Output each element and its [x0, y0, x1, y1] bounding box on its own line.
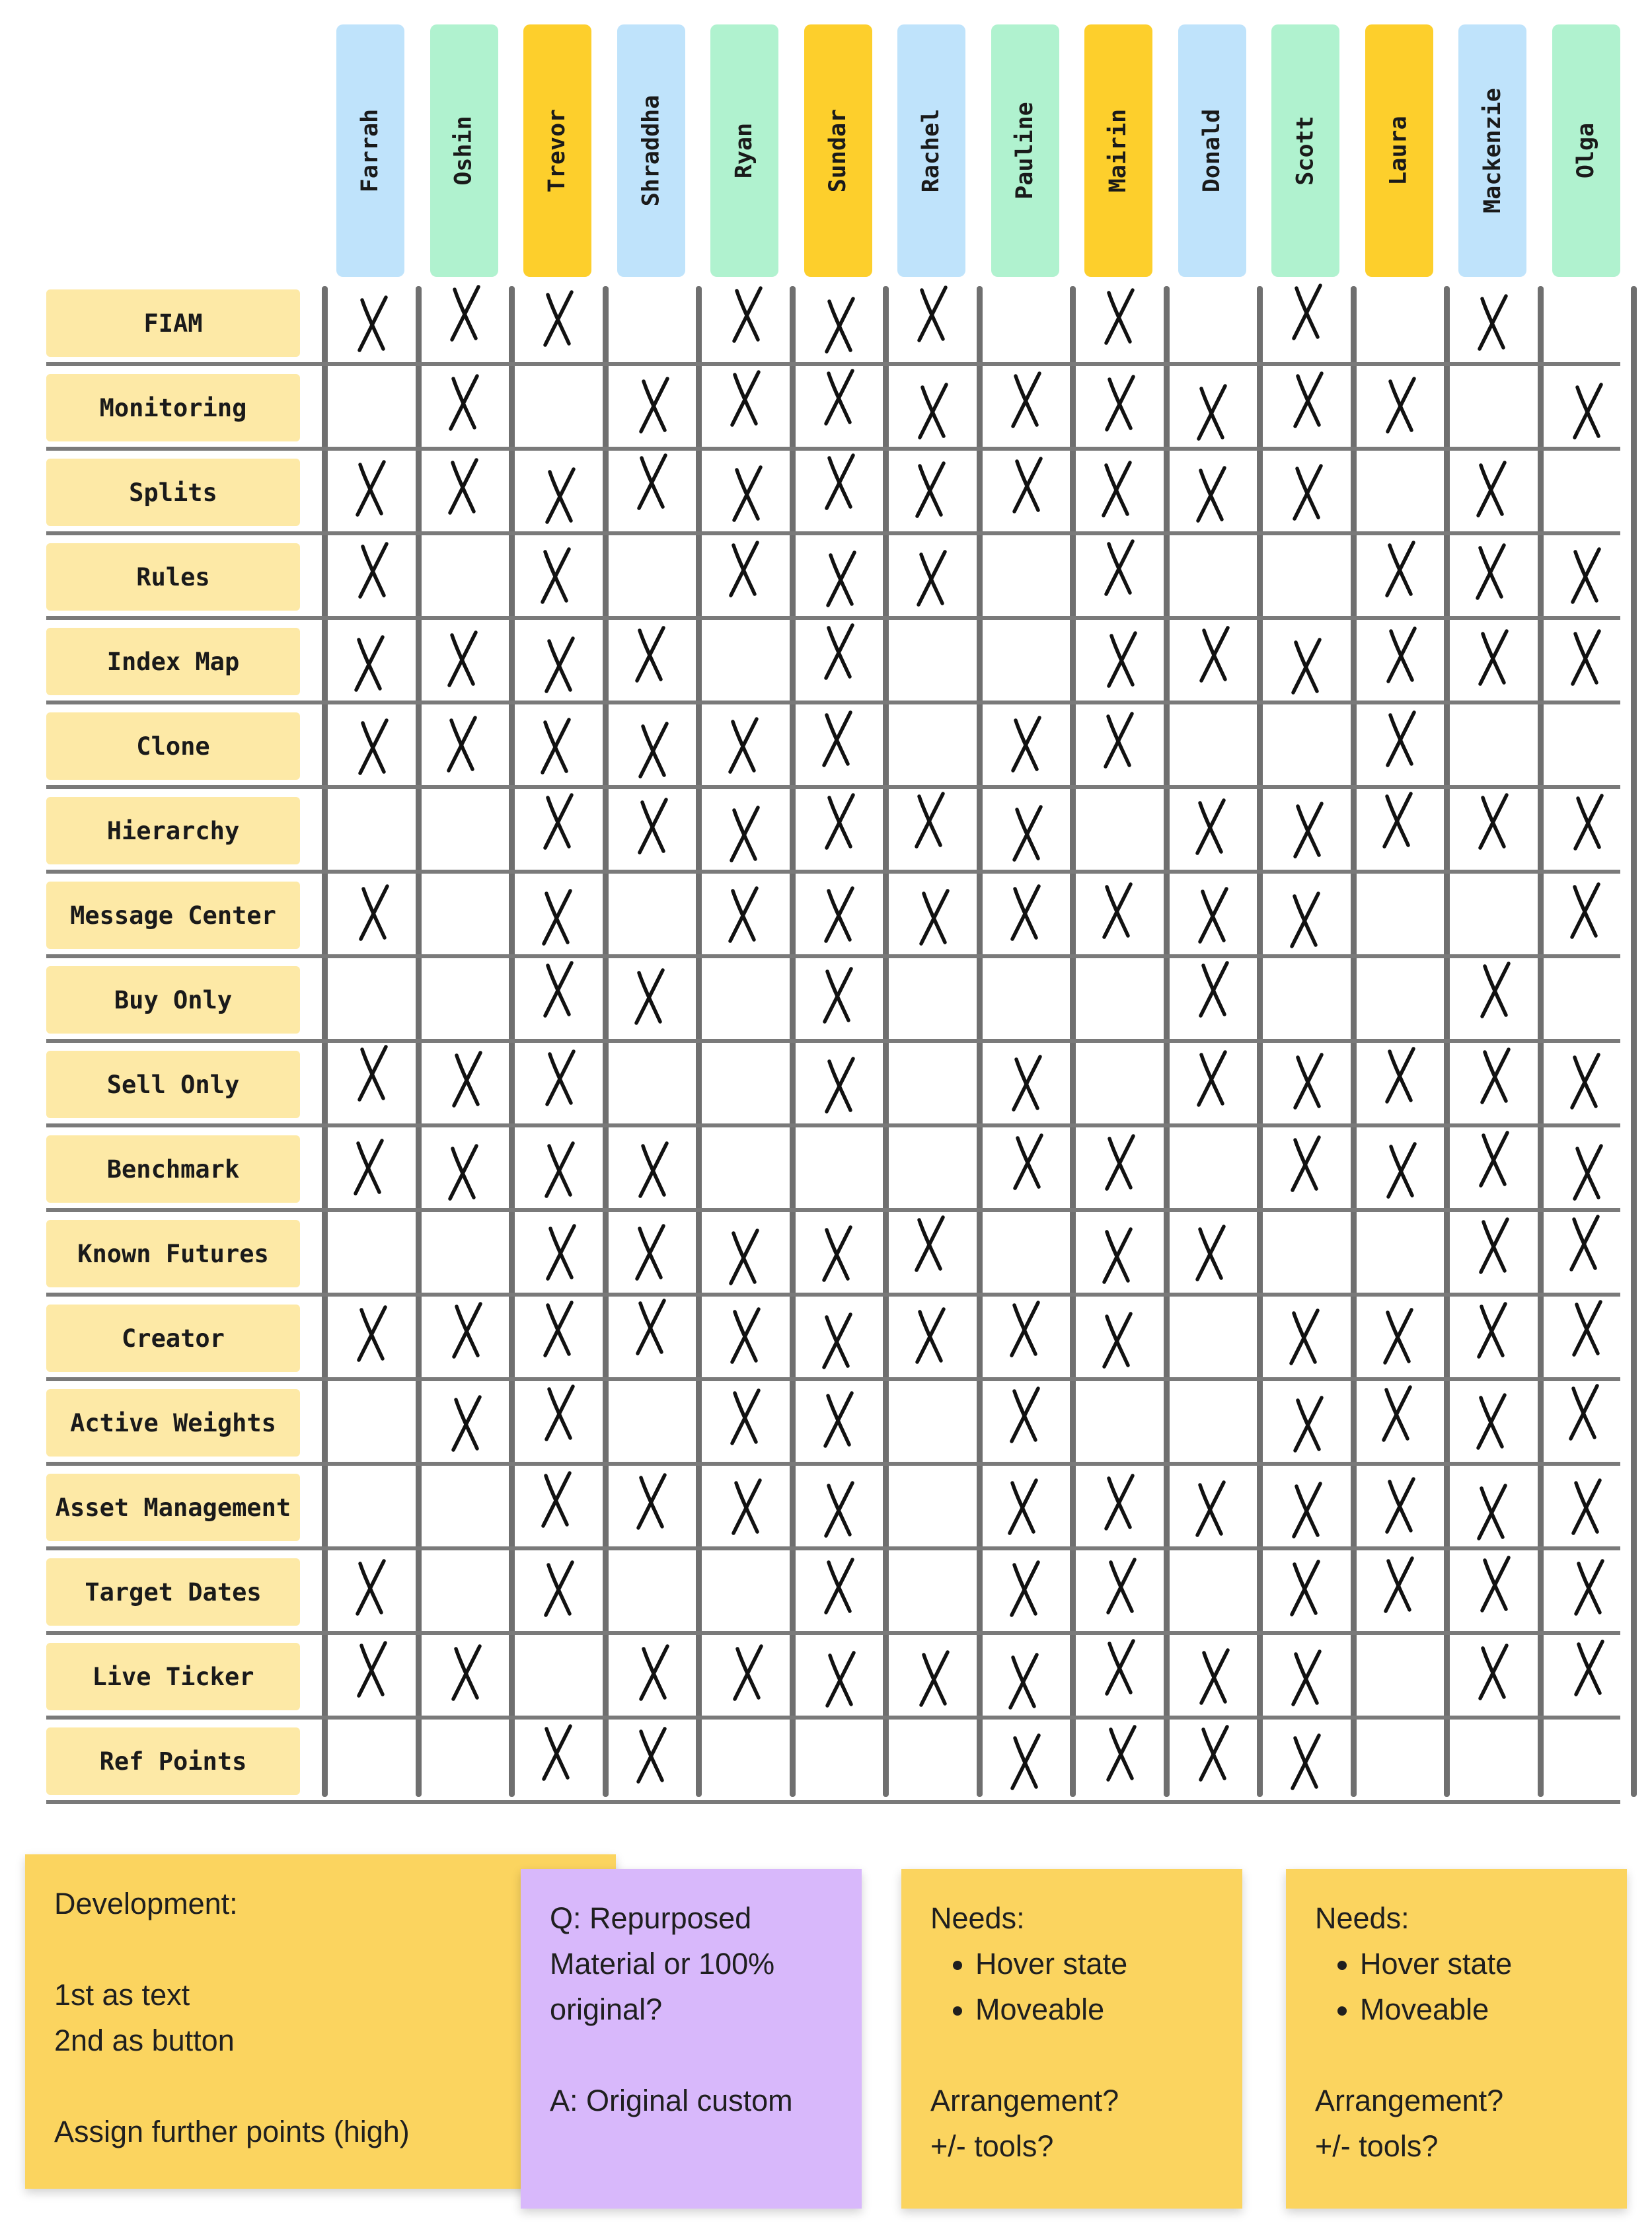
feature-label[interactable]: Splits: [46, 459, 300, 526]
checkmark-x-icon[interactable]: [1472, 1300, 1512, 1361]
grid-horizontal-line: [46, 701, 1620, 704]
checkmark-x-icon[interactable]: [1569, 1638, 1609, 1698]
checkmark-x-icon[interactable]: [1100, 1472, 1139, 1533]
checkmark-x-icon[interactable]: [1191, 1478, 1230, 1539]
checkmark-x-icon[interactable]: [726, 1305, 765, 1366]
checkmark-x-icon[interactable]: [537, 887, 577, 948]
feature-label[interactable]: Monitoring: [46, 374, 300, 441]
checkmark-x-icon[interactable]: [1474, 791, 1513, 852]
sticky-note-needs[interactable]: [901, 1869, 1242, 2209]
grid-horizontal-line: [46, 1208, 1620, 1212]
checkmark-x-icon[interactable]: [354, 716, 393, 777]
checkmark-x-icon[interactable]: [443, 628, 482, 689]
checkmark-x-icon[interactable]: [1005, 1384, 1045, 1445]
person-tag-trevor[interactable]: [523, 24, 591, 277]
needs-list: [930, 1941, 1242, 2032]
person-name: Pauline: [1012, 102, 1039, 200]
feature-label[interactable]: Ref Points: [46, 1727, 300, 1795]
checkmark-x-icon[interactable]: [1285, 1558, 1325, 1618]
grid-horizontal-line: [46, 1716, 1620, 1720]
grid-horizontal-line: [46, 1800, 1620, 1804]
grid-horizontal-line: [46, 616, 1620, 620]
checkmark-x-icon[interactable]: [1287, 636, 1326, 697]
checkmark-x-icon[interactable]: [1099, 710, 1139, 771]
checkmark-x-icon[interactable]: [539, 791, 578, 852]
checkmark-x-icon[interactable]: [444, 372, 484, 433]
note-line: Assign further points (high): [54, 2115, 410, 2148]
checkmark-x-icon[interactable]: [819, 621, 859, 682]
checkmark-x-icon[interactable]: [1476, 960, 1515, 1020]
feature-label[interactable]: Index Map: [46, 628, 300, 695]
checkmark-x-icon[interactable]: [1289, 1051, 1328, 1112]
checkmark-x-icon[interactable]: [1474, 1129, 1514, 1190]
checkmark-x-icon[interactable]: [1195, 1646, 1234, 1707]
person-tag-mackenzie[interactable]: [1458, 24, 1526, 277]
checkmark-x-icon[interactable]: [1474, 627, 1513, 688]
checkmark-x-icon[interactable]: [820, 1055, 860, 1116]
grid-horizontal-line: [46, 954, 1620, 958]
checkmark-x-icon[interactable]: [818, 965, 858, 1026]
checkmark-x-icon[interactable]: [1195, 624, 1234, 685]
checkmark-x-icon[interactable]: [537, 1722, 577, 1783]
feature-label[interactable]: Sell Only: [46, 1051, 300, 1118]
checkmark-x-icon[interactable]: [443, 456, 483, 517]
checkmark-x-icon[interactable]: [1564, 1382, 1604, 1443]
checkmark-x-icon[interactable]: [819, 367, 859, 428]
grid-horizontal-line: [46, 1377, 1620, 1381]
checkmark-x-icon[interactable]: [1380, 539, 1420, 599]
checkmark-x-icon[interactable]: [352, 1303, 392, 1364]
grid-horizontal-line: [46, 447, 1620, 451]
checkmark-x-icon[interactable]: [915, 1648, 954, 1709]
checkmark-x-icon[interactable]: [728, 463, 767, 524]
checkmark-x-icon[interactable]: [1005, 1558, 1045, 1619]
feature-label[interactable]: Asset Management: [46, 1474, 300, 1541]
checkmark-x-icon[interactable]: [1004, 1651, 1043, 1712]
person-name: Donald: [1199, 108, 1225, 193]
checkmark-x-icon[interactable]: [1569, 792, 1608, 852]
checkmark-x-icon[interactable]: [1567, 1476, 1606, 1537]
checkmark-x-icon[interactable]: [1194, 959, 1234, 1020]
checkmark-x-icon[interactable]: [447, 1642, 486, 1703]
checkmark-x-icon[interactable]: [1378, 790, 1417, 851]
checkmark-x-icon[interactable]: [817, 1310, 857, 1371]
checkmark-x-icon[interactable]: [540, 634, 580, 695]
checkmark-x-icon[interactable]: [1289, 369, 1328, 430]
checkmark-x-icon[interactable]: [634, 720, 673, 780]
feature-label[interactable]: Live Ticker: [46, 1643, 300, 1710]
checkmark-x-icon[interactable]: [541, 1222, 581, 1283]
note-line: +/- tools?: [930, 2129, 1054, 2163]
checkmark-x-icon[interactable]: [1472, 1391, 1511, 1452]
person-tag-ryan[interactable]: [710, 24, 778, 277]
checkmark-x-icon[interactable]: [1567, 1298, 1607, 1359]
checkmark-x-icon[interactable]: [1378, 1306, 1418, 1367]
person-tag-farrah[interactable]: [336, 24, 404, 277]
person-tag-mairin[interactable]: [1084, 24, 1152, 277]
checkmark-x-icon[interactable]: [1006, 882, 1045, 943]
checkmark-x-icon[interactable]: [911, 1305, 950, 1366]
checkmark-x-icon[interactable]: [541, 465, 580, 526]
checkmark-x-icon[interactable]: [1379, 1554, 1419, 1615]
checkmark-x-icon[interactable]: [1287, 282, 1327, 342]
person-tag-scott[interactable]: [1271, 24, 1339, 277]
checkmark-x-icon[interactable]: [1008, 803, 1047, 864]
checkmark-x-icon[interactable]: [353, 293, 393, 354]
person-tag-sundar[interactable]: [804, 24, 872, 277]
checkmark-x-icon[interactable]: [1098, 1225, 1137, 1286]
note-line: Arrangement?: [1315, 2084, 1504, 2117]
feature-label[interactable]: Benchmark: [46, 1135, 300, 1203]
person-name: Oshin: [451, 116, 478, 186]
checkmark-x-icon[interactable]: [1008, 455, 1047, 515]
checkmark-x-icon[interactable]: [353, 1043, 393, 1104]
checkmark-x-icon[interactable]: [1100, 286, 1139, 347]
checkmark-x-icon[interactable]: [1569, 1557, 1609, 1618]
grid-horizontal-line: [46, 362, 1620, 366]
grid-horizontal-line: [46, 1462, 1620, 1466]
checkmark-x-icon[interactable]: [1008, 1131, 1048, 1192]
list-item: • Moveable: [975, 1987, 1242, 2032]
list-item: • Moveable: [1360, 1987, 1627, 2032]
checkmark-x-icon[interactable]: [541, 1047, 580, 1108]
checkmark-x-icon[interactable]: [354, 540, 393, 601]
checkmark-x-icon[interactable]: [540, 1139, 580, 1200]
checkmark-x-icon[interactable]: [821, 1649, 860, 1710]
feature-label[interactable]: Message Center: [46, 882, 300, 949]
grid-horizontal-line: [46, 1546, 1620, 1550]
sticky-note-question[interactable]: [521, 1869, 862, 2209]
checkmark-x-icon[interactable]: [1006, 369, 1046, 430]
checkmark-x-icon[interactable]: [537, 1469, 576, 1530]
feature-label[interactable]: Clone: [46, 712, 300, 780]
checkmark-x-icon[interactable]: [1098, 880, 1137, 941]
checkmark-x-icon[interactable]: [354, 882, 394, 943]
needs-list: [1315, 1941, 1627, 2032]
checkmark-x-icon[interactable]: [1382, 1140, 1421, 1201]
checkmark-x-icon[interactable]: [1471, 541, 1511, 602]
checkmark-x-icon[interactable]: [1191, 464, 1231, 525]
checkmark-x-icon[interactable]: [1473, 292, 1513, 353]
checkmark-x-icon[interactable]: [1003, 1476, 1043, 1537]
checkmark-x-icon[interactable]: [445, 283, 485, 344]
checkmark-x-icon[interactable]: [1476, 1554, 1515, 1614]
person-name: Trevor: [544, 108, 571, 193]
person-name: Shraddha: [638, 95, 665, 207]
checkmark-x-icon[interactable]: [352, 1639, 392, 1700]
checkmark-x-icon[interactable]: [727, 1476, 767, 1537]
note-line: Arrangement?: [930, 2084, 1119, 2117]
checkmark-x-icon[interactable]: [726, 368, 765, 429]
checkmark-x-icon[interactable]: [1006, 1731, 1045, 1792]
person-tag-rachel[interactable]: [897, 24, 965, 277]
feature-label[interactable]: Hierarchy: [46, 797, 300, 864]
checkmark-x-icon[interactable]: [1102, 629, 1142, 690]
checkmark-x-icon[interactable]: [536, 545, 576, 606]
checkmark-x-icon[interactable]: [1566, 627, 1606, 688]
checkmark-x-icon[interactable]: [632, 1725, 671, 1786]
checkmark-x-icon[interactable]: [1286, 1731, 1326, 1792]
checkmark-x-icon[interactable]: [728, 1642, 768, 1703]
note-title: Needs:: [1315, 1901, 1409, 1935]
person-name: Farrah: [357, 108, 384, 193]
checkmark-x-icon[interactable]: [1568, 381, 1608, 441]
checkmark-x-icon[interactable]: [1566, 545, 1606, 606]
checkmark-x-icon[interactable]: [630, 624, 670, 685]
checkmark-x-icon[interactable]: [1102, 1556, 1141, 1616]
checkmark-x-icon[interactable]: [1100, 373, 1140, 434]
checkmark-x-icon[interactable]: [630, 966, 669, 1027]
checkmark-x-icon[interactable]: [1005, 1299, 1045, 1359]
checkmark-x-icon[interactable]: [910, 1213, 950, 1274]
checkmark-x-icon[interactable]: [820, 791, 860, 852]
checkmark-x-icon[interactable]: [910, 790, 950, 851]
checkmark-x-icon[interactable]: [1474, 1215, 1514, 1276]
checkmark-x-icon[interactable]: [1192, 1048, 1232, 1109]
grid-horizontal-line: [46, 870, 1620, 874]
feature-label[interactable]: Active Weights: [46, 1389, 300, 1457]
checkmark-x-icon[interactable]: [540, 1383, 580, 1443]
checkmark-x-icon[interactable]: [819, 1556, 859, 1616]
checkmark-x-icon[interactable]: [1286, 1133, 1326, 1194]
checkmark-x-icon[interactable]: [351, 458, 391, 519]
checkmark-x-icon[interactable]: [1472, 459, 1511, 519]
checkmark-x-icon[interactable]: [539, 1558, 579, 1619]
person-name: Olga: [1572, 122, 1599, 179]
person-name: Mairin: [1105, 108, 1132, 193]
checkmark-x-icon[interactable]: [913, 284, 952, 344]
person-tag-shraddha[interactable]: [617, 24, 685, 277]
checkmark-x-icon[interactable]: [1565, 1213, 1604, 1273]
checkmark-x-icon[interactable]: [725, 804, 765, 864]
checkmark-x-icon[interactable]: [349, 1137, 389, 1197]
note-line: A: Original custom: [550, 2084, 793, 2117]
checkmark-x-icon[interactable]: [1289, 800, 1328, 860]
checkmark-x-icon[interactable]: [1100, 1637, 1140, 1698]
grid-vertical-line: [1631, 286, 1637, 1797]
checkmark-x-icon[interactable]: [1565, 880, 1605, 941]
list-item: • Hover state: [1360, 1941, 1627, 1987]
checkmark-x-icon[interactable]: [539, 288, 578, 349]
checkmark-x-icon[interactable]: [1006, 714, 1046, 775]
person-name: Ryan: [731, 122, 758, 179]
checkmark-x-icon[interactable]: [1285, 1307, 1324, 1367]
checkmark-x-icon[interactable]: [1193, 885, 1233, 946]
checkmark-x-icon[interactable]: [634, 1139, 673, 1200]
person-tag-olga[interactable]: [1552, 24, 1620, 277]
checkmark-x-icon[interactable]: [1098, 1310, 1137, 1371]
feature-label[interactable]: FIAM: [46, 289, 300, 357]
grid-horizontal-line: [46, 785, 1620, 789]
checkmark-x-icon[interactable]: [1568, 1142, 1608, 1203]
checkmark-x-icon[interactable]: [1100, 1132, 1140, 1193]
grid-horizontal-line: [46, 531, 1620, 535]
person-name: Sundar: [825, 108, 851, 193]
checkmark-x-icon[interactable]: [1285, 890, 1325, 950]
checkmark-x-icon[interactable]: [536, 716, 576, 777]
checkmark-x-icon[interactable]: [539, 959, 578, 1020]
checkmark-x-icon[interactable]: [447, 1393, 486, 1454]
checkmark-x-icon[interactable]: [819, 1479, 859, 1540]
checkmark-x-icon[interactable]: [1191, 1223, 1230, 1283]
checkmark-x-icon[interactable]: [726, 1386, 765, 1447]
feature-label[interactable]: Known Futures: [46, 1220, 300, 1287]
feature-label[interactable]: Buy Only: [46, 966, 300, 1034]
checkmark-x-icon[interactable]: [1288, 462, 1328, 523]
note-line: original?: [550, 1992, 663, 2026]
feature-label[interactable]: Target Dates: [46, 1558, 300, 1626]
note-line: +/- tools?: [1315, 2129, 1439, 2163]
grid-horizontal-line: [46, 1631, 1620, 1635]
checkmark-x-icon[interactable]: [632, 451, 672, 512]
person-tag-pauline[interactable]: [991, 24, 1059, 277]
checkmark-x-icon[interactable]: [911, 459, 950, 520]
checkmark-x-icon[interactable]: [634, 375, 674, 436]
checkmark-x-icon[interactable]: [1380, 1475, 1420, 1536]
checkmark-x-icon[interactable]: [724, 1227, 764, 1287]
checkmark-x-icon[interactable]: [633, 796, 673, 856]
checkmark-x-icon[interactable]: [819, 1389, 858, 1450]
person-name: Mackenzie: [1479, 88, 1506, 213]
checkmark-x-icon[interactable]: [630, 1222, 670, 1283]
checkmark-x-icon[interactable]: [728, 284, 767, 345]
checkmark-x-icon[interactable]: [1192, 382, 1232, 443]
checkmark-x-icon[interactable]: [1380, 1045, 1420, 1106]
checkmark-x-icon[interactable]: [1287, 1480, 1327, 1540]
feature-label[interactable]: Rules: [46, 543, 300, 611]
checkmark-x-icon[interactable]: [1100, 537, 1139, 598]
note-line: Material or 100%: [550, 1947, 775, 1981]
person-tag-donald[interactable]: [1178, 24, 1246, 277]
checkmark-x-icon[interactable]: [351, 1557, 391, 1618]
checkmark-x-icon[interactable]: [820, 295, 860, 356]
checkmark-x-icon[interactable]: [1194, 1723, 1234, 1784]
checkmark-x-icon[interactable]: [724, 539, 764, 599]
grid-horizontal-line: [46, 1123, 1620, 1127]
checkmark-x-icon[interactable]: [1381, 375, 1421, 436]
checkmark-x-icon[interactable]: [1007, 1053, 1047, 1114]
checkmark-x-icon[interactable]: [821, 549, 861, 609]
checkmark-x-icon[interactable]: [1381, 708, 1421, 769]
checkmark-x-icon[interactable]: [1382, 625, 1421, 685]
checkmark-x-icon[interactable]: [1102, 1723, 1141, 1784]
checkmark-x-icon[interactable]: [819, 884, 859, 945]
person-name: Laura: [1386, 116, 1413, 186]
checkmark-x-icon[interactable]: [1472, 1482, 1512, 1542]
checkmark-x-icon[interactable]: [447, 1049, 487, 1110]
note-title: Development:: [54, 1887, 238, 1920]
checkmark-x-icon[interactable]: [350, 633, 389, 694]
list-item: • Hover state: [975, 1941, 1242, 1987]
note-line: 1st as text: [54, 1978, 190, 2012]
person-name: Scott: [1292, 116, 1319, 186]
checkmark-x-icon[interactable]: [634, 1642, 674, 1703]
checkmark-x-icon[interactable]: [539, 1299, 578, 1359]
checkmark-x-icon[interactable]: [632, 1471, 671, 1532]
checkmark-x-icon[interactable]: [1565, 1051, 1605, 1112]
grid-horizontal-line: [46, 1039, 1620, 1043]
checkmark-x-icon[interactable]: [1191, 796, 1230, 857]
checkmark-x-icon[interactable]: [631, 1297, 671, 1357]
checkmark-x-icon[interactable]: [443, 1142, 483, 1203]
note-line: 2nd as button: [54, 2024, 235, 2057]
checkmark-x-icon[interactable]: [915, 887, 954, 948]
checkmark-x-icon[interactable]: [817, 1223, 857, 1284]
checkmark-x-icon[interactable]: [1289, 1394, 1328, 1455]
sticky-note-needs[interactable]: [1286, 1869, 1627, 2209]
checkmark-x-icon[interactable]: [1097, 459, 1137, 519]
checkmark-x-icon[interactable]: [1377, 1383, 1417, 1444]
person-name: Rachel: [918, 108, 945, 193]
checkmark-x-icon[interactable]: [817, 708, 857, 769]
checkmark-x-icon[interactable]: [1287, 1648, 1326, 1708]
checkmark-x-icon[interactable]: [820, 451, 860, 512]
checkmark-x-icon[interactable]: [912, 548, 952, 609]
person-tag-oshin[interactable]: [430, 24, 498, 277]
note-title: Needs:: [930, 1901, 1025, 1935]
feature-label[interactable]: Creator: [46, 1305, 300, 1372]
checkmark-x-icon[interactable]: [1476, 1045, 1515, 1106]
checkmark-x-icon[interactable]: [447, 1300, 487, 1361]
checkmark-x-icon[interactable]: [913, 381, 953, 441]
person-tag-laura[interactable]: [1365, 24, 1433, 277]
checkmark-x-icon[interactable]: [724, 715, 763, 776]
checkmark-x-icon[interactable]: [1474, 1642, 1513, 1702]
note-line: Q: Repurposed: [550, 1901, 752, 1935]
checkmark-x-icon[interactable]: [724, 884, 763, 945]
checkmark-x-icon[interactable]: [442, 714, 482, 775]
grid-horizontal-line: [46, 1293, 1620, 1297]
